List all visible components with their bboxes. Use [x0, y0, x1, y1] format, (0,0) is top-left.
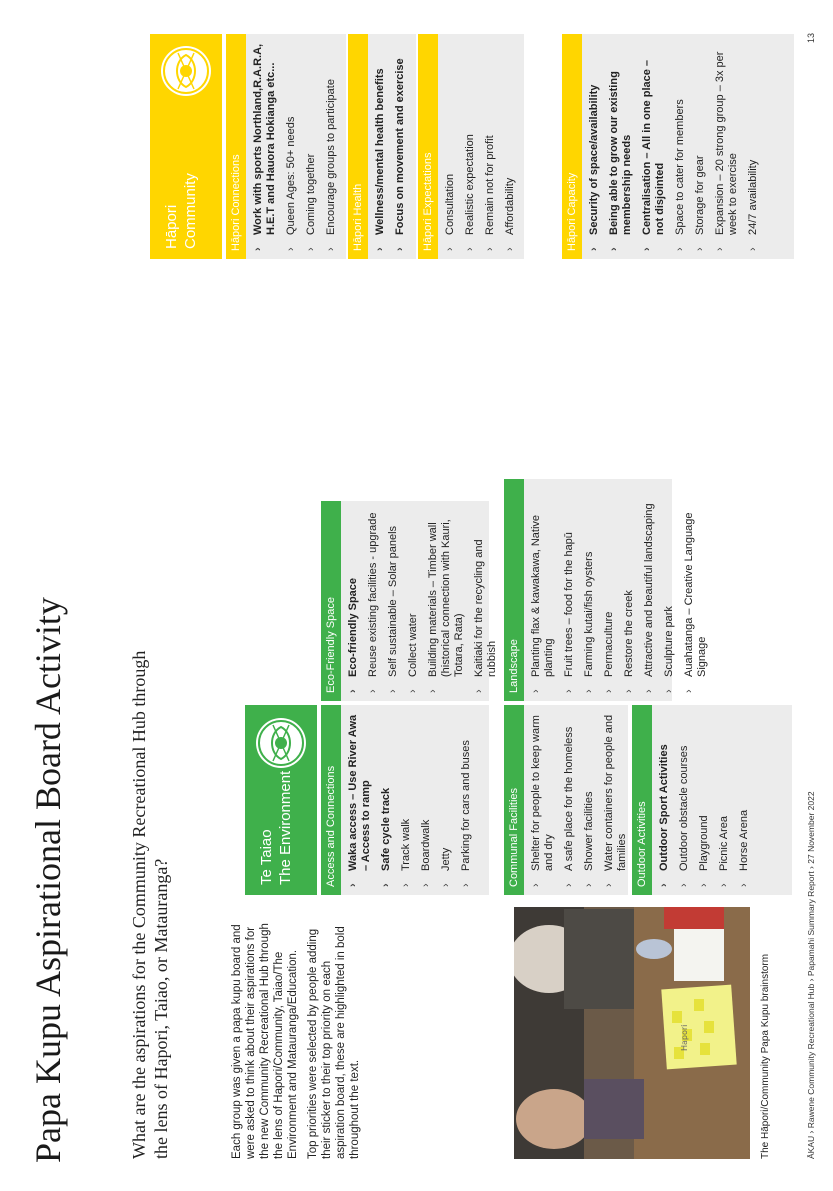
- intro-paragraph-2: Top priorities were selected by people adding their sticker to their top priority on each aspiration board, these are highlighted in bold throughout the text.: [307, 926, 361, 1159]
- list-item: › Building materials – Timber wall (historical connection with Kauri, Totara, Rata): [427, 519, 465, 693]
- chevron-right-icon: ›: [484, 247, 496, 251]
- hapori-logo-icon: [160, 45, 212, 97]
- page-number: 13: [806, 32, 816, 43]
- list-item: › Wellness/mental health benefits: [374, 68, 386, 251]
- list-item: › Shelter for people to keep warm and dry: [530, 715, 555, 887]
- chevron-right-icon: ›: [444, 247, 456, 251]
- community-header: [150, 34, 222, 259]
- list-item: › Shower facilities: [583, 791, 595, 887]
- chevron-right-icon: ›: [460, 883, 472, 887]
- list-item: › Track walk: [400, 818, 412, 887]
- chevron-right-icon: ›: [464, 247, 476, 251]
- chevron-right-icon: ›: [252, 247, 264, 251]
- item-list: [524, 705, 640, 895]
- list-item: › Restore the creek: [623, 590, 635, 693]
- chevron-right-icon: ›: [698, 883, 710, 887]
- panel-title: Hāpori Capacity: [562, 34, 582, 259]
- panel-landscape: [504, 479, 708, 701]
- photo-caption: The Hāpori/Community Papa Kupu brainstorm: [760, 953, 771, 1159]
- list-item: › Horse Arena: [738, 809, 750, 887]
- list-item: › Affordability: [504, 177, 516, 251]
- list-item: › Kaitiaki for the recycling and rubbish: [473, 539, 498, 693]
- environment-title-english: The Environment: [277, 770, 294, 885]
- panel-hapori-health: [348, 34, 416, 259]
- list-item: › Jetty: [440, 847, 452, 887]
- list-item: › Eco-friendly Space: [347, 577, 359, 693]
- list-item: › Self sustainable – Solar panels: [387, 525, 399, 693]
- chevron-right-icon: ›: [347, 883, 359, 887]
- item-list: [341, 501, 510, 701]
- list-item: › 24/7 availability: [747, 159, 759, 251]
- environment-header: [245, 705, 317, 895]
- environment-title-maori: Te Taiao: [258, 829, 275, 885]
- list-item: › Being able to grow our existing membership needs: [608, 71, 633, 251]
- chevron-right-icon: ›: [473, 689, 485, 693]
- item-list: [652, 705, 762, 895]
- chevron-right-icon: ›: [347, 689, 359, 693]
- list-item: › Boardwalk: [420, 819, 432, 887]
- item-list: [582, 34, 771, 259]
- brainstorm-photo-illustration: [514, 907, 750, 1159]
- list-item: › Waka access – Use River Awa – Access to ramp: [347, 714, 372, 887]
- list-item: › Safe cycle track: [380, 787, 392, 887]
- chevron-right-icon: ›: [285, 247, 297, 251]
- page-subtitle: What are the aspirations for the Community Recreational Hub through the lens of Hapori, Taiao, or Matauranga?: [129, 650, 171, 1159]
- chevron-right-icon: ›: [747, 247, 759, 251]
- chevron-right-icon: ›: [588, 247, 600, 251]
- panel-title: Outdoor Activities: [632, 705, 652, 895]
- chevron-right-icon: ›: [623, 689, 635, 693]
- chevron-right-icon: ›: [718, 883, 730, 887]
- brainstorm-photo: [514, 907, 750, 1159]
- chevron-right-icon: ›: [663, 689, 675, 693]
- panel-title: Landscape: [504, 479, 524, 701]
- chevron-right-icon: ›: [367, 689, 379, 693]
- taiao-logo-icon: [255, 717, 307, 769]
- item-list: [246, 34, 349, 259]
- list-item: › Outdoor obstacle courses: [678, 745, 690, 887]
- community-title-english: Community: [182, 173, 199, 249]
- list-item: › Consultation: [444, 173, 456, 251]
- panel-access-connections: [321, 705, 489, 895]
- item-list: [524, 479, 720, 701]
- chevron-right-icon: ›: [387, 689, 399, 693]
- chevron-right-icon: ›: [714, 247, 726, 251]
- list-item: › Reuse existing facilities - upgrade: [367, 512, 379, 693]
- panel-title: Hāpori Connections: [226, 34, 246, 259]
- panel-outdoor-activities: [632, 705, 792, 895]
- chevron-right-icon: ›: [563, 883, 575, 887]
- panel-title: Hāpori Expectations: [418, 34, 438, 259]
- chevron-right-icon: ›: [583, 689, 595, 693]
- chevron-right-icon: ›: [641, 247, 653, 251]
- item-list: [438, 34, 528, 259]
- chevron-right-icon: ›: [563, 689, 575, 693]
- chevron-right-icon: ›: [694, 247, 706, 251]
- page-footer: ĀKAU › Rawene Community Recreational Hub › Papamahi Summary Report › 27 November 2022: [806, 791, 816, 1159]
- list-item: › Permaculture: [603, 611, 615, 693]
- chevron-right-icon: ›: [530, 689, 542, 693]
- panel-hapori-expectations: [418, 34, 524, 259]
- chevron-right-icon: ›: [674, 247, 686, 251]
- list-item: › Expansion – 20 strong group – 3x per week to exercise: [714, 51, 739, 251]
- panel-title: Communal Facilities: [504, 705, 524, 895]
- chevron-right-icon: ›: [530, 883, 542, 887]
- list-item: › Space to cater for members: [674, 99, 686, 251]
- chevron-right-icon: ›: [420, 883, 432, 887]
- list-item: › Auahatanga – Creative Language Signage: [683, 512, 708, 693]
- item-list: [368, 34, 418, 259]
- panel-hapori-capacity: [562, 34, 794, 259]
- photo-board-label: Hapori: [680, 1024, 689, 1051]
- chevron-right-icon: ›: [583, 883, 595, 887]
- list-item: › Sculpture park: [663, 606, 675, 693]
- list-item: › Remain not for profit: [484, 135, 496, 251]
- list-item: › Outdoor Sport Activities: [658, 744, 670, 887]
- community-title-maori: Hāpori: [163, 204, 180, 249]
- chevron-right-icon: ›: [407, 689, 419, 693]
- list-item: › Focus on movement and exercise: [394, 58, 406, 251]
- list-item: › Work with sports Northland,R.A.R.A, H.E.T and Hauora Hokianga etc...: [252, 43, 277, 251]
- page-title: Papa Kupu Aspirational Board Activity: [28, 597, 68, 1163]
- list-item: › A safe place for the homeless: [563, 726, 575, 887]
- intro-paragraph-1: Each group was given a papa kupu board and were asked to think about their aspirations for the new Community Recreational Hub through the lens of Hapori/Community, Taiao/The Environment and Matauranga/Education.: [231, 923, 299, 1159]
- chevron-right-icon: ›: [325, 247, 337, 251]
- list-item: › Attractive and beautiful landscaping: [643, 503, 655, 693]
- list-item: › Picnic Area: [718, 815, 730, 887]
- item-list: [341, 705, 484, 895]
- chevron-right-icon: ›: [678, 883, 690, 887]
- chevron-right-icon: ›: [738, 883, 750, 887]
- chevron-right-icon: ›: [394, 247, 406, 251]
- list-item: › Playground: [698, 815, 710, 887]
- list-item: › Fruit trees – food for the hapū: [563, 532, 575, 693]
- panel-hapori-connections: [226, 34, 346, 259]
- chevron-right-icon: ›: [608, 247, 620, 251]
- chevron-right-icon: ›: [305, 247, 317, 251]
- list-item: › Collect water: [407, 613, 419, 693]
- list-item: › Coming together: [305, 153, 317, 251]
- chevron-right-icon: ›: [374, 247, 386, 251]
- chevron-right-icon: ›: [400, 883, 412, 887]
- list-item: › Encourage groups to participate: [325, 79, 337, 251]
- list-item: › Water containers for people and families: [603, 714, 628, 887]
- list-item: › Parking for cars and buses: [460, 740, 472, 887]
- chevron-right-icon: ›: [603, 883, 615, 887]
- intro-text: [230, 909, 368, 1159]
- list-item: › Storage for gear: [694, 155, 706, 251]
- panel-eco-friendly-space: [321, 501, 498, 701]
- list-item: › Realistic expectation: [464, 134, 476, 251]
- chevron-right-icon: ›: [504, 247, 516, 251]
- panel-title: Hāpori Health: [348, 34, 368, 259]
- chevron-right-icon: ›: [603, 689, 615, 693]
- list-item: › Centralisation – All in one place – not disjointed: [641, 59, 666, 251]
- chevron-right-icon: ›: [658, 883, 670, 887]
- chevron-right-icon: ›: [427, 689, 439, 693]
- list-item: › Queen Ages: 50+ needs: [285, 116, 297, 251]
- chevron-right-icon: ›: [643, 689, 655, 693]
- list-item: › Farming kutai/fish oysters: [583, 551, 595, 693]
- panel-communal-facilities: [504, 705, 628, 895]
- chevron-right-icon: ›: [440, 883, 452, 887]
- list-item: › Planting flax & kawakawa, Native planting: [530, 514, 555, 693]
- chevron-right-icon: ›: [683, 689, 695, 693]
- chevron-right-icon: ›: [380, 883, 392, 887]
- list-item: › Security of space/availability: [588, 84, 600, 251]
- panel-title: Eco-Friendly Space: [321, 501, 341, 701]
- panel-title: Access and Connections: [321, 705, 341, 895]
